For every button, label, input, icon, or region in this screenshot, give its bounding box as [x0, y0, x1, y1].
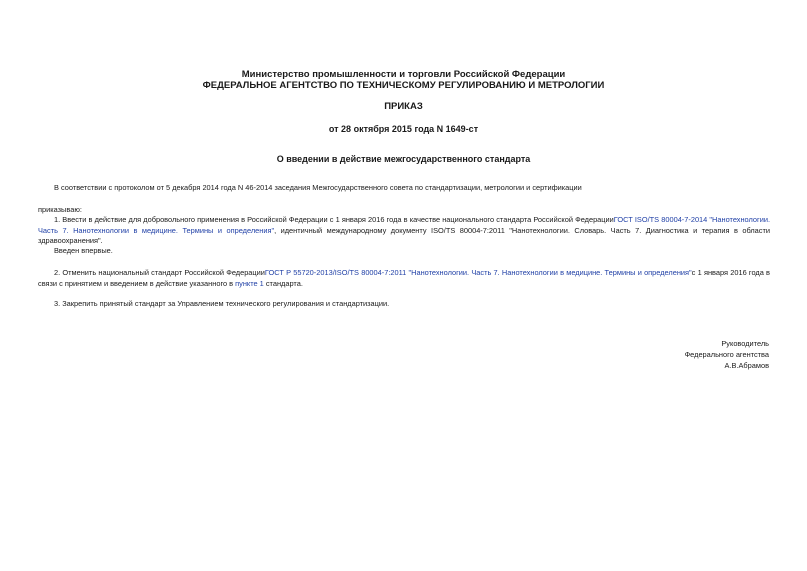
- intro-paragraph: В соответствии с протоколом от 5 декабря 2014 года N 46-2014 заседания Межгосударственного совета по стандартизации, метрологии и сертификации: [54, 183, 582, 192]
- item-2-text-c: стандарта.: [263, 278, 303, 288]
- first-time-note: Введен впервые.: [54, 246, 113, 255]
- document-type: ПРИКАЗ: [384, 101, 423, 112]
- point-1-link[interactable]: пункте 1: [235, 278, 264, 288]
- order-word: приказываю:: [38, 205, 82, 214]
- item-2-text-b: с 1 января 2016 года в связи с принятием и введением в действие указанного в: [38, 268, 770, 288]
- signature-title: Руководитель: [721, 339, 769, 348]
- ministry-heading: Министерство промышленности и торговли Российской Федерации: [241, 69, 566, 80]
- gost-r-55720-2013-link[interactable]: ГОСТ Р 55720-2013/ISO/TS 80004-7:2011 "Нанотехнологии. Часть 7. Нанотехнологии в медицине. Термины и определения": [264, 268, 692, 277]
- item-1-paragraph: [38, 215, 770, 247]
- item-1-text-b: , идентичный международному документу ISO/TS 80004-7:2011 "Нанотехнологии. Словарь. Часть 7. Диагностика и терапия в области здравоохранения".: [38, 225, 770, 245]
- document-date-number: от 28 октября 2015 года N 1649-ст: [328, 124, 479, 134]
- document-subject: О введении в действие межгосударственного стандарта: [276, 154, 531, 164]
- agency-heading: ФЕДЕРАЛЬНОЕ АГЕНТСТВО ПО ТЕХНИЧЕСКОМУ РЕГУЛИРОВАНИЮ И МЕТРОЛОГИИ: [202, 80, 605, 91]
- gost-iso-ts-80004-7-2014-link[interactable]: ГОСТ ISO/TS 80004-7-2014 "Нанотехнологии. Часть 7. Нанотехнологии в медицине. Термины и определения": [38, 215, 771, 235]
- item-1-text-a: 1. Ввести в действие для добровольного применения в Российской Федерации с 1 января 2016 года в качестве национального стандарта Российской Федерации: [54, 215, 614, 224]
- item-2-paragraph: [38, 268, 770, 289]
- item-2-text-a: 2. Отменить национальный стандарт Российской Федерации: [54, 268, 265, 277]
- signature-org: Федерального агентства: [684, 350, 769, 359]
- item-3-paragraph: 3. Закрепить принятый стандарт за Управлением технического регулирования и стандартизации.: [54, 299, 390, 308]
- signature-name: А.В.Абрамов: [724, 361, 769, 370]
